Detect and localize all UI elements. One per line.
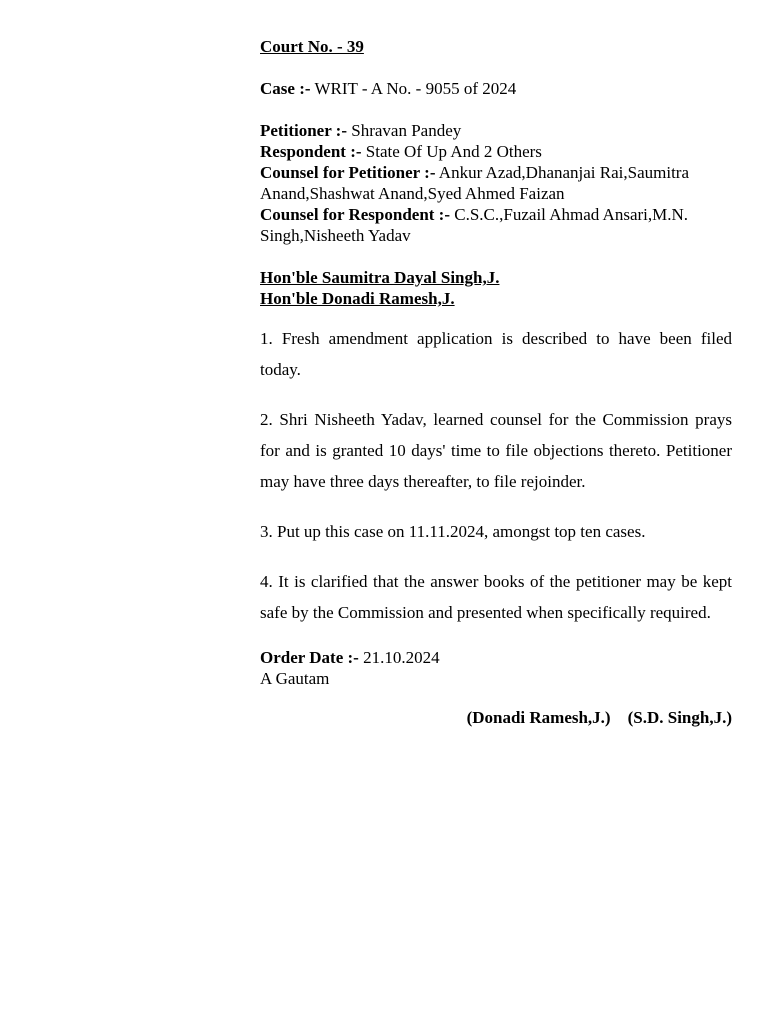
order-paragraph-2: 2. Shri Nisheeth Yadav, learned counsel for the Commission prays for and is granted 10 days' time to file objections thereto. Petitioner may have three days thereafter, to file rejoinder. (260, 410, 732, 491)
order-date-label: Order Date :- (260, 648, 359, 667)
petitioner-value: Shravan Pandey (347, 121, 462, 140)
respondent-label: Respondent :- (260, 142, 362, 161)
counsel-petitioner-line (260, 162, 732, 204)
order-author: A Gautam (260, 669, 330, 688)
spacer (260, 99, 732, 120)
respondent-line (260, 141, 732, 162)
petitioner-label: Petitioner :- (260, 121, 348, 140)
bench-judge-2: Hon'ble Donadi Ramesh,J. (260, 289, 455, 308)
petitioner-line (260, 120, 732, 141)
order-date-value: 21.10.2024 (358, 648, 440, 667)
counsel-petitioner-label: Counsel for Petitioner :- (260, 163, 436, 182)
case-value: WRIT - A No. - 9055 of 2024 (310, 79, 517, 98)
spacer (260, 57, 732, 78)
counsel-respondent-label: Counsel for Respondent :- (260, 205, 451, 224)
signature-left: (Donadi Ramesh,J.) (466, 708, 611, 727)
signature-right: (S.D. Singh,J.) (627, 708, 732, 727)
order-paragraph-4: 4. It is clarified that the answer books of the petitioner may be kept safe by the Commission and presented when specifically required. (260, 572, 732, 622)
counsel-respondent-value: C.S.C.,Fuzail Ahmad Ansari,M.N. Singh,Nisheeth Yadav (260, 205, 689, 245)
signature-line (260, 707, 732, 728)
counsel-respondent-line (260, 204, 732, 246)
order-document (260, 36, 732, 728)
spacer (260, 246, 732, 267)
court-number: Court No. - 39 (260, 37, 364, 56)
case-label: Case :- (260, 79, 311, 98)
order-paragraph-1: 1. Fresh amendment application is described to have been filed today. (260, 329, 732, 379)
respondent-value: State Of Up And 2 Others (361, 142, 542, 161)
bench-judge-1: Hon'ble Saumitra Dayal Singh,J. (260, 268, 500, 287)
counsel-petitioner-value: Ankur Azad,Dhananjai Rai,Saumitra Anand,Shashwat Anand,Syed Ahmed Faizan (260, 163, 690, 203)
case-line (260, 78, 732, 99)
order-date-line (260, 647, 732, 668)
order-paragraph-3: 3. Put up this case on 11.11.2024, amongst top ten cases. (260, 522, 646, 541)
